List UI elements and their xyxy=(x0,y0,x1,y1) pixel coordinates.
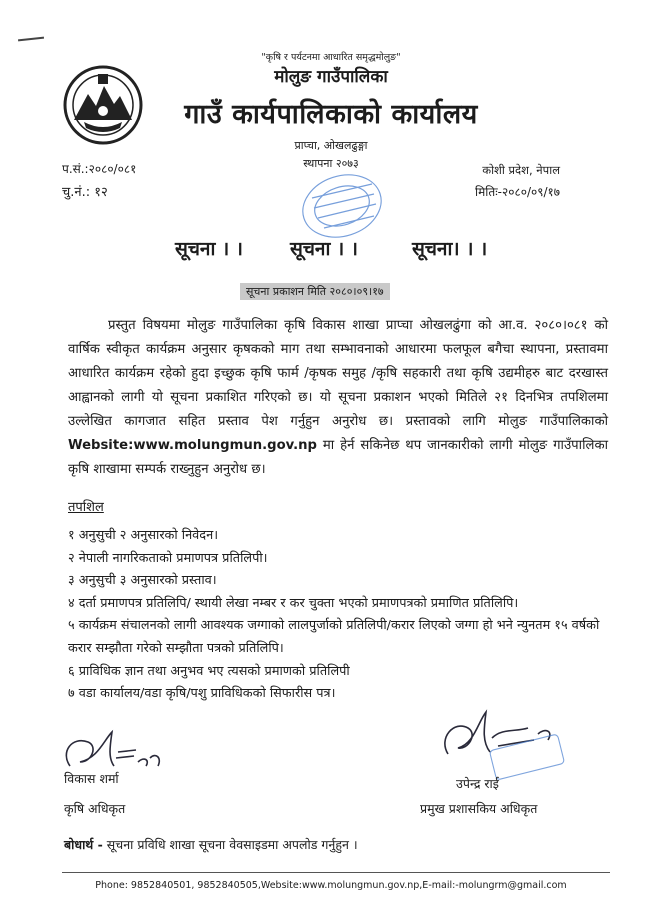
list-item: ३ अनुसुची ३ अनुसारको प्रस्ताव। xyxy=(68,573,217,589)
list-item: १ अनुसुची २ अनुसारको निवेदन। xyxy=(68,528,219,543)
right-signatory-name: उपेन्द्र राई xyxy=(456,776,499,791)
website-link[interactable]: Website:www.molungmun.gov.np xyxy=(68,438,317,453)
page-corner-mark xyxy=(18,37,44,41)
list-item: ६ प्राविधिक ज्ञान तथा अनुभव भए त्यसको प्रमाणको प्रतिलिपी xyxy=(68,663,350,679)
dispatch-number: चु.नं.: १२ xyxy=(62,185,108,200)
body-text-1: प्रस्तुत विषयमा मोलुङ गाउँपालिका कृषि विकास शाखा प्राप्चा ओखलढुंगा को आ.व. २०८०।०८१ को वार्षिक स्वीकृत कार्यक्रम अनुसार कृषकको माग तथा सम्भावनाको आधारमा फलफूल बगैचा स्थापना, प्रस्तावमा आधारित कार्यक्रम रहेको हुदा इच्छुक कृषि फार्म /कृषक समुह /कृषि सहकारी तथा कृषि उद्यमीहरु बाट दरखास्त आह्वानको लागी यो सूचना प्रकाशित गरिएको छ। यो सूचना प्रकाशन भएको मितिले २१ दिनभित्र तपशिलमा उल्लेखित कागजात सहित प्रस्ताव पेश गर्नुहुन अनुरोध छ। प्रस्तावको लागि मोलुङ गाउँपालिकाको xyxy=(68,318,608,429)
letter-date: मितिः-२०८०/०९/१७ xyxy=(475,185,560,199)
headline-word-3: सूचना। । । xyxy=(412,238,488,260)
cc-notice xyxy=(64,836,358,853)
schedule-title: तपशिल xyxy=(68,500,104,515)
footer-contact: Phone: 9852840501, 9852840505,Website:www.molungmun.gov.np,E-mail:-molungrm@gmail.com xyxy=(95,880,567,891)
office-name: गाउँ कार्यपालिकाको कार्यालय xyxy=(184,99,478,130)
municipality-name: मोलुङ गाउँपालिका xyxy=(274,67,388,87)
established-year: स्थापना २०७३ xyxy=(303,157,359,170)
notice-headline xyxy=(0,235,662,265)
notice-body xyxy=(68,314,608,482)
left-signatory-post: कृषि अधिकृत xyxy=(64,801,126,816)
left-signatory-name: विकास शर्मा xyxy=(64,771,119,786)
right-signatory-post: प्रमुख प्रशासकिय अधिकृत xyxy=(420,801,538,816)
headline-word-2: सूचना । । xyxy=(290,238,359,260)
reference-number: प.सं.:२०८०/०८१ xyxy=(62,162,137,176)
footer-divider xyxy=(62,872,610,873)
list-item: ५ कार्यक्रम संचालनको लागी आवश्यक जग्गाको लालपुर्जाको प्रतिलिपी/करार लिएको जग्गा हो भने न्युनतम १५ वर्षको करार सम्झौता गरेको सम्झौता पत्रको प्रतिलिपि। xyxy=(68,618,600,656)
body-text-2: मा हेर्न सकिनेछ थप जानकारीको लागी मोलुङ गाउँपालिका कृषि शाखामा सम्पर्क राख्नुहुन अनुरोध छ। xyxy=(68,438,608,477)
cc-label: बोधार्थ - xyxy=(64,837,103,852)
province-label: कोशी प्रदेश, नेपाल xyxy=(482,163,560,177)
required-documents-list xyxy=(68,525,608,706)
list-item: ७ वडा कार्यालय/वडा कृषि/पशु प्राविधिकको सिफारीस पत्र। xyxy=(68,686,336,702)
office-address: प्राप्चा, ओखलढुङ्गा xyxy=(294,139,368,152)
list-item: ४ दर्ता प्रमाणपत्र प्रतिलिपि/ स्थायी लेखा नम्बर र कर चुक्ता भएको प्रमाणपत्रको प्रमाणित प्रतिलिपि। xyxy=(68,595,519,611)
list-item: २ नेपाली नागरिकताको प्रमाणपत्र प्रतिलिपी। xyxy=(68,550,268,566)
office-stamp-icon xyxy=(290,168,390,242)
headline-word-1: सूचना । । xyxy=(175,238,244,260)
right-signature-icon xyxy=(438,698,566,780)
publication-date: सूचना प्रकाशन मिति २०८०।०९।१७ xyxy=(240,283,390,300)
cc-text: सूचना प्रविधि शाखा सूचना वेवसाइडमा अपलोड गर्नुहुन । xyxy=(102,837,358,852)
letterhead-tagline: "कृषि र पर्यटनमा आधारित समृद्धमोलुङ" xyxy=(261,52,401,63)
